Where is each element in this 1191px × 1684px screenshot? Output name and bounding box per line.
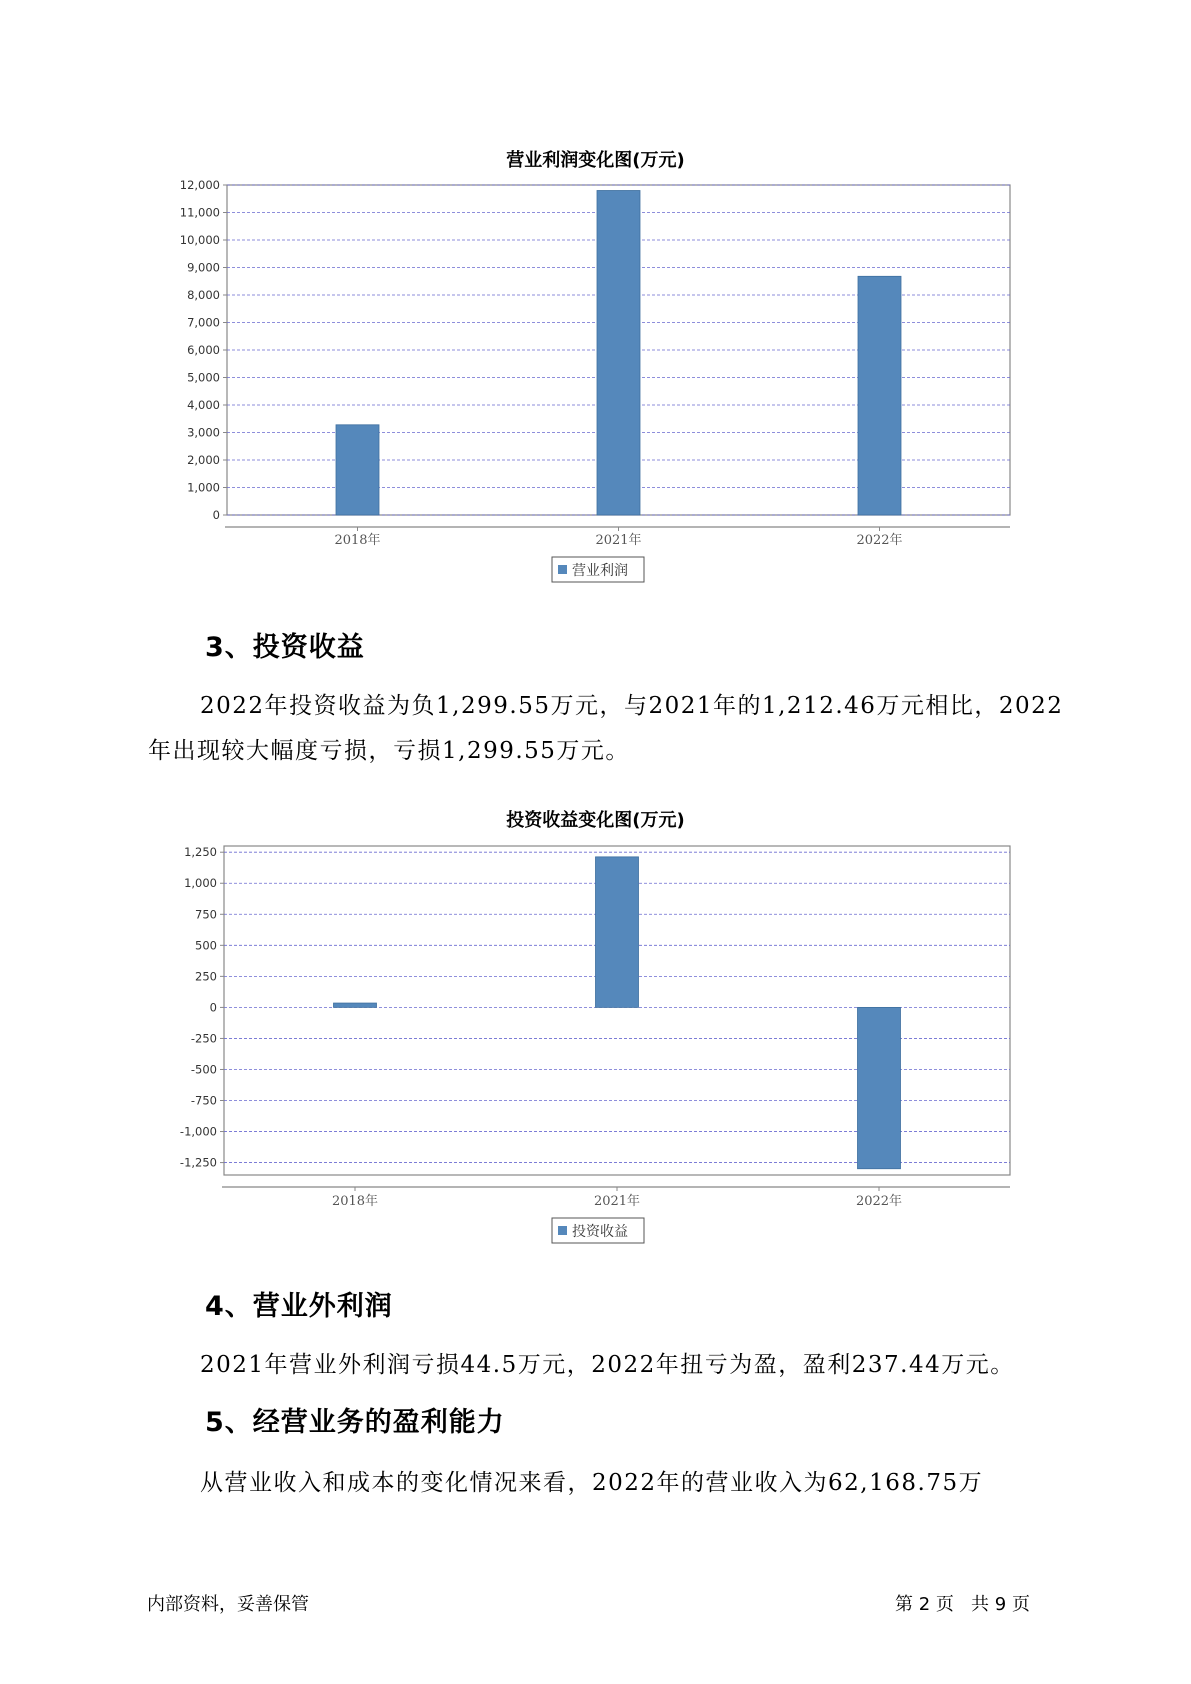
chart2-title: 投资收益变化图(万元) [506, 810, 685, 831]
x-tick-label: 2018年 [331, 1194, 379, 1209]
bar [596, 857, 639, 1008]
legend-swatch [558, 1226, 567, 1235]
y-tick-label: -1,000 [179, 1124, 217, 1139]
footer-confidential: 内部资料，妥善保管 [147, 1594, 309, 1615]
section3-paragraph: 2022年投资收益为负1,299.55万元，与2021年的1,212.46万元相比，2022年出现较大幅度亏损，亏损1,299.55万元。 [148, 693, 1064, 764]
y-tick-label: 750 [195, 907, 217, 922]
section4-heading: 4、营业外利润 [205, 1291, 393, 1322]
y-tick-label: 1,250 [184, 845, 217, 860]
y-tick-label: 0 [209, 1000, 217, 1015]
x-tick-label: 2021年 [595, 533, 642, 548]
section3-heading: 3、投资收益 [205, 632, 365, 663]
y-tick-label: 0 [212, 508, 220, 522]
y-tick-label: 4,000 [187, 398, 220, 412]
y-tick-label: 6,000 [187, 343, 220, 357]
y-tick-label: 2,000 [187, 453, 220, 467]
section5-paragraph: 从营业收入和成本的变化情况来看，2022年的营业收入为62,168.75万 [200, 1470, 984, 1496]
section5-heading: 5、经营业务的盈利能力 [205, 1407, 505, 1438]
y-tick-label: 1,000 [187, 480, 220, 495]
bar [858, 1007, 901, 1168]
bar [334, 1003, 377, 1007]
legend-label: 营业利润 [572, 563, 628, 579]
legend-label: 投资收益 [572, 1224, 628, 1240]
y-tick-label: -750 [190, 1093, 217, 1108]
footer-page-number: 第 2 页 共 9 页 [895, 1594, 1030, 1615]
y-tick-label: 500 [195, 938, 217, 953]
y-tick-label: 12,000 [179, 178, 220, 192]
y-tick-label: -250 [190, 1031, 217, 1046]
y-tick-label: -500 [190, 1062, 217, 1077]
y-tick-label: 5,000 [187, 370, 220, 385]
y-tick-label: 9,000 [187, 260, 220, 275]
y-tick-label: 11,000 [179, 205, 220, 220]
x-tick-label: 2021年 [593, 1194, 641, 1209]
y-tick-label: 1,000 [184, 876, 217, 891]
y-tick-label: 10,000 [179, 233, 220, 247]
x-tick-label: 2022年 [856, 533, 903, 548]
y-tick-label: 3,000 [187, 425, 220, 440]
section4-paragraph: 2021年营业外利润亏损44.5万元，2022年扭亏为盈，盈利237.44万元。 [200, 1352, 1015, 1378]
x-tick-label: 2022年 [855, 1194, 903, 1209]
y-tick-label: 7,000 [187, 315, 220, 330]
y-tick-label: -1,250 [179, 1155, 217, 1170]
x-tick-label: 2018年 [334, 533, 381, 548]
chart1-title: 营业利润变化图(万元) [506, 150, 685, 171]
y-tick-label: 250 [195, 969, 217, 984]
y-tick-label: 8,000 [187, 288, 220, 302]
